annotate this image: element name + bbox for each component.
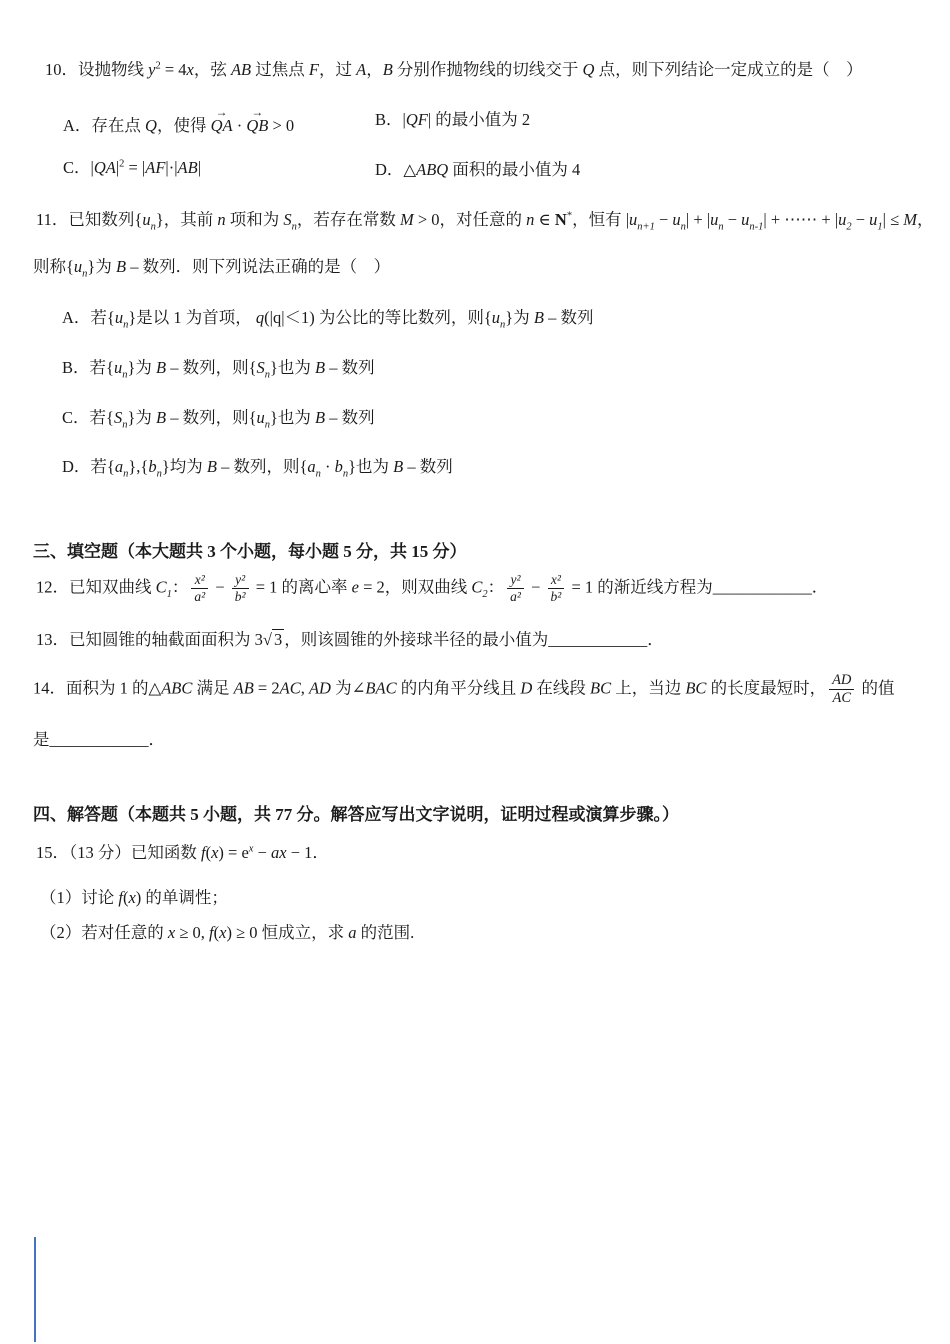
q10-option-c: C．$|QA|^2 = |AF|\cdot|AB|$ (63, 158, 201, 177)
q10-option-a: A．存在点 Q，使得 QA → · QB → > 0 (63, 110, 294, 137)
fraction: $\frac{\text{y²}}{\text{b²}}$ (232, 572, 249, 605)
vector-arrow: QB → (246, 116, 268, 137)
q14-line1: 14．面积为 1 的△ABC 满足 AB = 2AC, AD 为∠BAC 的内角平分线且 D 在线段 BC 上，当边 BC 的长度最短时， $\frac{AD}{AC}$ 的值 (33, 672, 895, 707)
fraction: $\frac{\text{x²}}{\text{a²}}$ (191, 572, 208, 605)
q11-option-a: A．若$\{u_n\}$是以 1 为首项， q(|q|＜1) 为公比的等比数列，则$\{u_n\}$为 B – 数列 (62, 308, 594, 331)
fraction: $\frac{\text{x²}}{\text{b²}}$ (548, 572, 565, 605)
q10-stem: 10．设抛物线 $y^2 = 4x$，弦 AB 过焦点 F，过 A，B 分别作抛物线的切线交于 Q 点，则下列结论一定成立的是（ ） (45, 60, 863, 79)
q15-stem: 15．（13 分）已知函数 $f(x) = e^x$ − ax − 1． (36, 843, 329, 862)
q14-line2: 是____________． (33, 730, 165, 749)
vector-arrow: QA → (211, 116, 233, 137)
q11-option-b: B．若$\{u_n\}$为 B – 数列，则$\{S_n\}$也为 B – 数列 (62, 358, 375, 381)
q11-option-d: D．若$\{a_n\},\{b_n\}$均为 B – 数列，则$\{a_n \cdot b_n\}$也为 B – 数列 (62, 457, 453, 480)
q11-stem-line2: 则称$\{u_n\}$为 B – 数列．则下列说法正确的是（ ） (33, 257, 391, 280)
section4-heading: 四、解答题（本题共 5 小题，共 77 分。解答应写出文字说明，证明过程或演算步骤。） (33, 805, 679, 824)
q13: 13．已知圆锥的轴截面面积为 3√ 3 ，则该圆锥的外接球半径的最小值为____________． (36, 630, 664, 649)
q11-option-c: C．若$\{S_n\}$为 B – 数列，则$\{u_n\}$也为 B – 数列 (62, 408, 375, 431)
q15-part1: （1）讨论 f(x) 的单调性； (40, 888, 228, 907)
q10-option-b: B．|QF| 的最小值为 2 (375, 110, 531, 129)
q11-stem-line1: 11．已知数列$\{u_n\}$，其前 n 项和为 $S_n$，若存在常数 M > 0，对任意的 n ∈ N*，恒有 $|u_{n+1} - u_n| + |u_n - u_{n-1}|$ + ⋯⋯ + $|u_2 - u_1| \le M$， (36, 210, 934, 233)
square-root: √ 3 (262, 630, 283, 649)
q12: 12．已知双曲线 $C_1$： $\frac{\text{x²}}{\text{a²}}$ − $\frac{\text{y²}}{\text{b²}}$ = 1 的离心率 e = 2，则双曲线 $C_2$： $\frac{\text{y²}}{\text{a²}}$ − $\frac{\text{x²}}{\text{b²}}$ = 1 的渐近线方程为____________． (36, 572, 829, 605)
section3-heading: 三、填空题（本大题共 3 个小题，每小题 5 分，共 15 分） (33, 542, 467, 561)
fraction: $\frac{AD}{AC}$ (829, 672, 854, 708)
q10-option-d: D．△ABQ 面积的最小值为 4 (375, 160, 581, 179)
q15-part2: （2）若对任意的 x ≥ 0, f(x) ≥ 0 恒成立，求 a 的范围. (40, 923, 415, 942)
fraction: $\frac{\text{y²}}{\text{a²}}$ (507, 572, 524, 605)
text-cursor (34, 1237, 36, 1342)
